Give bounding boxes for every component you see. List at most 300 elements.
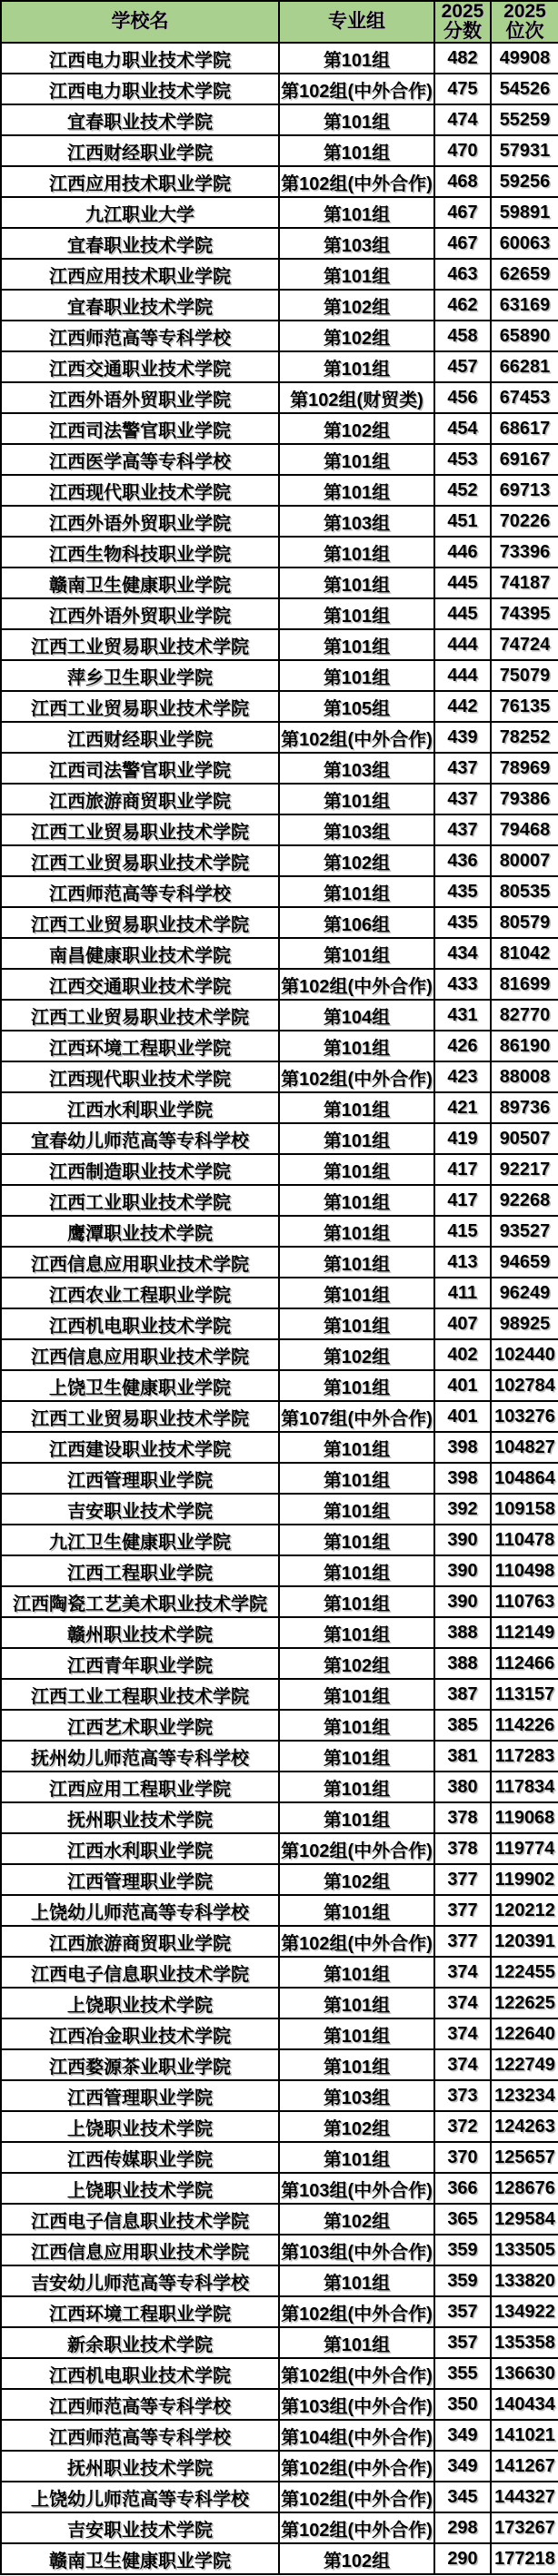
table-row xyxy=(1,2142,558,2173)
table-row xyxy=(1,2482,558,2512)
table-row xyxy=(1,444,558,475)
major-group-cell: 第102组(中外合作) xyxy=(279,166,434,197)
major-group-cell: 第101组 xyxy=(279,1494,434,1525)
score-2025-cell: 390 xyxy=(434,1555,491,1586)
major-group-cell: 第101组 xyxy=(279,351,434,382)
rank-2025-cell: 59891 xyxy=(491,197,558,228)
school-name-cell: 江西旅游商贸职业学院 xyxy=(1,784,279,814)
major-group-cell: 第102组(中外合作) xyxy=(279,969,434,1000)
score-2025-cell: 390 xyxy=(434,1586,491,1617)
school-name-cell: 江西司法警官职业学院 xyxy=(1,753,279,784)
major-group-cell: 第101组 xyxy=(279,475,434,506)
table-row xyxy=(1,2049,558,2080)
rank-2025-cell: 96249 xyxy=(491,1278,558,1308)
score-2025-cell: 475 xyxy=(434,74,491,104)
major-group-cell: 第102组(中外合作) xyxy=(279,722,434,753)
rank-2025-cell: 54526 xyxy=(491,74,558,104)
table-row xyxy=(1,2389,558,2420)
rank-2025-cell: 112149 xyxy=(491,1617,558,1648)
major-group-cell: 第104组(中外合作) xyxy=(279,2420,434,2451)
rank-2025-cell: 81699 xyxy=(491,969,558,1000)
score-2025-cell: 419 xyxy=(434,1123,491,1154)
rank-2025-cell: 73396 xyxy=(491,537,558,568)
rank-2025-cell: 66281 xyxy=(491,351,558,382)
rank-2025-cell: 122749 xyxy=(491,2049,558,2080)
rank-2025-cell: 133505 xyxy=(491,2235,558,2265)
school-name-cell: 江西工业职业技术学院 xyxy=(1,1185,279,1216)
score-2025-cell: 365 xyxy=(434,2204,491,2235)
score-2025-cell: 415 xyxy=(434,1216,491,1247)
school-name-cell: 江西信息应用职业技术学院 xyxy=(1,1247,279,1278)
rank-2025-cell: 76135 xyxy=(491,691,558,722)
score-2025-cell: 421 xyxy=(434,1092,491,1123)
table-row xyxy=(1,1123,558,1154)
score-2025-cell: 357 xyxy=(434,2327,491,2358)
table-row xyxy=(1,1555,558,1586)
score-2025-cell: 373 xyxy=(434,2080,491,2111)
rank-2025-cell: 136630 xyxy=(491,2358,558,2389)
score-2025-cell: 290 xyxy=(434,2543,491,2574)
major-group-cell: 第102组(中外合作) xyxy=(279,2358,434,2389)
rank-2025-cell: 122455 xyxy=(491,1957,558,1988)
score-2025-cell: 437 xyxy=(434,784,491,814)
major-group-cell: 第101组 xyxy=(279,197,434,228)
rank-2025-cell: 93527 xyxy=(491,1216,558,1247)
table-row xyxy=(1,598,558,629)
score-2025-cell: 374 xyxy=(434,2018,491,2049)
table-row xyxy=(1,1679,558,1710)
school-name-cell: 九江卫生健康职业学院 xyxy=(1,1525,279,1555)
table-row xyxy=(1,2451,558,2482)
table-row xyxy=(1,413,558,444)
school-name-cell: 江西师范高等专科学校 xyxy=(1,321,279,351)
school-name-cell: 江西财经职业学院 xyxy=(1,135,279,166)
rank-2025-cell: 89736 xyxy=(491,1092,558,1123)
school-name-cell: 江西传媒职业学院 xyxy=(1,2142,279,2173)
school-name-cell: 江西生物科技职业学院 xyxy=(1,537,279,568)
school-name-cell: 江西管理职业学院 xyxy=(1,1463,279,1494)
school-name-cell: 抚州职业技术学院 xyxy=(1,1802,279,1833)
school-name-cell: 上饶卫生健康职业学院 xyxy=(1,1370,279,1401)
table-row xyxy=(1,2296,558,2327)
school-name-cell: 抚州幼儿师范高等专科学校 xyxy=(1,1741,279,1772)
score-2025-cell: 413 xyxy=(434,1247,491,1278)
table-row xyxy=(1,259,558,290)
major-group-cell: 第102组(中外合作) xyxy=(279,1061,434,1092)
table-row xyxy=(1,814,558,845)
table-row xyxy=(1,1864,558,1895)
score-2025-cell: 411 xyxy=(434,1278,491,1308)
major-group-cell: 第101组 xyxy=(279,1308,434,1339)
school-name-cell: 江西电力职业技术学院 xyxy=(1,43,279,74)
rank-2025-cell: 135358 xyxy=(491,2327,558,2358)
rank-2025-cell: 140434 xyxy=(491,2389,558,2420)
table-row xyxy=(1,2080,558,2111)
table-row xyxy=(1,1000,558,1031)
school-name-cell: 江西工业贸易职业技术学院 xyxy=(1,1401,279,1432)
major-group-cell: 第101组 xyxy=(279,43,434,74)
major-group-cell: 第101组 xyxy=(279,660,434,691)
rank-2025-cell: 109158 xyxy=(491,1494,558,1525)
school-name-cell: 江西陶瓷工艺美术职业技术学院 xyxy=(1,1586,279,1617)
school-name-cell: 江西师范高等专科学校 xyxy=(1,2389,279,2420)
table-row xyxy=(1,2265,558,2296)
major-group-cell: 第101组 xyxy=(279,1525,434,1555)
table-row xyxy=(1,290,558,321)
table-row xyxy=(1,382,558,413)
rank-2025-cell: 133820 xyxy=(491,2265,558,2296)
table-row xyxy=(1,1895,558,1926)
major-group-cell: 第101组 xyxy=(279,1679,434,1710)
table-row xyxy=(1,1463,558,1494)
school-name-cell: 江西电力职业技术学院 xyxy=(1,74,279,104)
school-name-cell: 江西现代职业技术学院 xyxy=(1,1061,279,1092)
table-row xyxy=(1,1802,558,1833)
header-row xyxy=(1,1,558,43)
school-name-cell: 江西农业工程职业学院 xyxy=(1,1278,279,1308)
score-2025-cell: 454 xyxy=(434,413,491,444)
major-group-cell: 第101组 xyxy=(279,1432,434,1463)
table-header xyxy=(1,1,558,43)
score-2025-cell: 398 xyxy=(434,1432,491,1463)
major-group-cell: 第102组(中外合作) xyxy=(279,2512,434,2543)
major-group-cell: 第103组 xyxy=(279,814,434,845)
table-row xyxy=(1,1247,558,1278)
school-name-cell: 江西制造职业技术学院 xyxy=(1,1154,279,1185)
major-group-cell: 第101组 xyxy=(279,444,434,475)
rank-2025-cell: 80535 xyxy=(491,876,558,907)
major-group-cell: 第101组 xyxy=(279,1741,434,1772)
table-row xyxy=(1,475,558,506)
table-row xyxy=(1,1401,558,1432)
table-row xyxy=(1,1216,558,1247)
table-row xyxy=(1,1278,558,1308)
school-name-cell: 吉安幼儿师范高等专科学校 xyxy=(1,2265,279,2296)
school-name-cell: 江西交通职业技术学院 xyxy=(1,969,279,1000)
rank-2025-cell: 141021 xyxy=(491,2420,558,2451)
score-2025-cell: 374 xyxy=(434,2049,491,2080)
school-name-cell: 江西环境工程职业学院 xyxy=(1,1031,279,1061)
score-2025-cell: 392 xyxy=(434,1494,491,1525)
score-2025-cell: 451 xyxy=(434,506,491,537)
rank-2025-cell: 104827 xyxy=(491,1432,558,1463)
score-2025-cell: 357 xyxy=(434,2296,491,2327)
score-2025-cell: 350 xyxy=(434,2389,491,2420)
table-row xyxy=(1,228,558,259)
rank-2025-cell: 70226 xyxy=(491,506,558,537)
score-2025-cell: 467 xyxy=(434,197,491,228)
rank-2025-cell: 112466 xyxy=(491,1648,558,1679)
major-group-cell: 第101组 xyxy=(279,1370,434,1401)
school-name-cell: 上饶职业技术学院 xyxy=(1,2111,279,2142)
major-group-cell: 第101组 xyxy=(279,1278,434,1308)
score-2025-cell: 452 xyxy=(434,475,491,506)
table-row xyxy=(1,321,558,351)
rank-2025-cell: 74724 xyxy=(491,629,558,660)
major-group-cell: 第101组 xyxy=(279,1154,434,1185)
school-name-cell: 江西外语外贸职业学院 xyxy=(1,382,279,413)
rank-2025-cell: 114226 xyxy=(491,1710,558,1741)
major-group-cell: 第103组 xyxy=(279,506,434,537)
header-school-name: 学校名 xyxy=(1,1,279,43)
school-name-cell: 江西建设职业技术学院 xyxy=(1,1432,279,1463)
rank-2025-cell: 173267 xyxy=(491,2512,558,2543)
score-2025-cell: 474 xyxy=(434,104,491,135)
score-2025-cell: 380 xyxy=(434,1772,491,1802)
table-row xyxy=(1,969,558,1000)
score-2025-cell: 457 xyxy=(434,351,491,382)
school-name-cell: 江西工业贸易职业技术学院 xyxy=(1,814,279,845)
major-group-cell: 第102组 xyxy=(279,1648,434,1679)
table-row xyxy=(1,845,558,876)
school-name-cell: 江西司法警官职业学院 xyxy=(1,413,279,444)
major-group-cell: 第102组(中外合作) xyxy=(279,74,434,104)
school-name-cell: 萍乡卫生职业学院 xyxy=(1,660,279,691)
rank-2025-cell: 81042 xyxy=(491,938,558,969)
school-name-cell: 江西医学高等专科学校 xyxy=(1,444,279,475)
score-2025-cell: 378 xyxy=(434,1833,491,1864)
major-group-cell: 第101组 xyxy=(279,1802,434,1833)
table-row xyxy=(1,506,558,537)
rank-2025-cell: 78252 xyxy=(491,722,558,753)
school-name-cell: 赣南卫生健康职业学院 xyxy=(1,568,279,598)
table-row xyxy=(1,691,558,722)
school-name-cell: 宜春职业技术学院 xyxy=(1,290,279,321)
score-2025-cell: 355 xyxy=(434,2358,491,2389)
major-group-cell: 第101组 xyxy=(279,135,434,166)
major-group-cell: 第102组(中外合作) xyxy=(279,2451,434,2482)
school-name-cell: 江西工业贸易职业技术学院 xyxy=(1,629,279,660)
score-2025-cell: 434 xyxy=(434,938,491,969)
score-2025-cell: 377 xyxy=(434,1895,491,1926)
major-group-cell: 第101组 xyxy=(279,1957,434,1988)
school-name-cell: 江西工程职业学院 xyxy=(1,1555,279,1586)
school-name-cell: 江西工业贸易职业技术学院 xyxy=(1,1000,279,1031)
major-group-cell: 第101组 xyxy=(279,1463,434,1494)
score-2025-cell: 388 xyxy=(434,1648,491,1679)
table-row xyxy=(1,2173,558,2204)
score-2025-cell: 398 xyxy=(434,1463,491,1494)
major-group-cell: 第101组 xyxy=(279,104,434,135)
rank-2025-cell: 57931 xyxy=(491,135,558,166)
school-name-cell: 江西管理职业学院 xyxy=(1,1864,279,1895)
school-name-cell: 江西工业贸易职业技术学院 xyxy=(1,845,279,876)
major-group-cell: 第105组 xyxy=(279,691,434,722)
rank-2025-cell: 65890 xyxy=(491,321,558,351)
score-2025-cell: 468 xyxy=(434,166,491,197)
score-2025-cell: 402 xyxy=(434,1339,491,1370)
school-name-cell: 江西信息应用职业技术学院 xyxy=(1,2235,279,2265)
school-name-cell: 江西电子信息职业技术学院 xyxy=(1,2204,279,2235)
major-group-cell: 第101组 xyxy=(279,598,434,629)
table-row xyxy=(1,351,558,382)
rank-2025-cell: 62659 xyxy=(491,259,558,290)
table-row xyxy=(1,2420,558,2451)
score-2025-cell: 407 xyxy=(434,1308,491,1339)
table-row xyxy=(1,1154,558,1185)
rank-2025-cell: 110498 xyxy=(491,1555,558,1586)
table-row xyxy=(1,1988,558,2018)
score-2025-cell: 435 xyxy=(434,876,491,907)
school-name-cell: 江西师范高等专科学校 xyxy=(1,876,279,907)
table-row xyxy=(1,166,558,197)
table-row xyxy=(1,104,558,135)
score-2025-cell: 470 xyxy=(434,135,491,166)
school-name-cell: 吉安职业技术学院 xyxy=(1,2512,279,2543)
major-group-cell: 第101组 xyxy=(279,1988,434,2018)
rank-2025-cell: 141267 xyxy=(491,2451,558,2482)
school-name-cell: 赣州职业技术学院 xyxy=(1,1617,279,1648)
rank-2025-cell: 49908 xyxy=(491,43,558,74)
major-group-cell: 第102组 xyxy=(279,845,434,876)
major-group-cell: 第101组 xyxy=(279,1092,434,1123)
score-2025-cell: 439 xyxy=(434,722,491,753)
table-row xyxy=(1,1586,558,1617)
table-row xyxy=(1,2358,558,2389)
score-2025-cell: 359 xyxy=(434,2235,491,2265)
score-2025-cell: 366 xyxy=(434,2173,491,2204)
table-row xyxy=(1,1926,558,1957)
score-2025-cell: 401 xyxy=(434,1401,491,1432)
score-2025-cell: 374 xyxy=(434,1957,491,1988)
school-name-cell: 江西水利职业学院 xyxy=(1,1092,279,1123)
major-group-cell: 第103组(中外合作) xyxy=(279,2389,434,2420)
score-2025-cell: 444 xyxy=(434,660,491,691)
score-2025-cell: 444 xyxy=(434,629,491,660)
score-2025-cell: 374 xyxy=(434,1988,491,2018)
header-score-2025 xyxy=(434,1,491,43)
rank-2025-cell: 88008 xyxy=(491,1061,558,1092)
major-group-cell: 第102组 xyxy=(279,290,434,321)
school-name-cell: 江西旅游商贸职业学院 xyxy=(1,1926,279,1957)
table-row xyxy=(1,1061,558,1092)
major-group-cell: 第102组(中外合作) xyxy=(279,2482,434,2512)
school-name-cell: 宜春职业技术学院 xyxy=(1,104,279,135)
rank-2025-cell: 144327 xyxy=(491,2482,558,2512)
school-name-cell: 宜春职业技术学院 xyxy=(1,228,279,259)
score-2025-cell: 401 xyxy=(434,1370,491,1401)
rank-2025-cell: 119902 xyxy=(491,1864,558,1895)
major-group-cell: 第101组 xyxy=(279,568,434,598)
school-name-cell: 江西冶金职业技术学院 xyxy=(1,2018,279,2049)
rank-2025-cell: 134922 xyxy=(491,2296,558,2327)
score-2025-cell: 377 xyxy=(434,1864,491,1895)
school-name-cell: 江西电子信息职业技术学院 xyxy=(1,1957,279,1988)
score-2025-cell: 482 xyxy=(434,43,491,74)
score-2025-cell: 349 xyxy=(434,2451,491,2482)
score-2025-cell: 370 xyxy=(434,2142,491,2173)
major-group-cell: 第101组 xyxy=(279,2018,434,2049)
school-name-cell: 江西婺源茶业职业学院 xyxy=(1,2049,279,2080)
major-group-cell: 第101组 xyxy=(279,2327,434,2358)
score-2025-cell: 385 xyxy=(434,1710,491,1741)
score-2025-cell: 431 xyxy=(434,1000,491,1031)
school-name-cell: 江西水利职业学院 xyxy=(1,1833,279,1864)
major-group-cell: 第101组 xyxy=(279,1772,434,1802)
major-group-cell: 第102组 xyxy=(279,2204,434,2235)
table-row xyxy=(1,938,558,969)
major-group-cell: 第101组 xyxy=(279,1586,434,1617)
table-row xyxy=(1,1031,558,1061)
major-group-cell: 第103组(中外合作) xyxy=(279,2235,434,2265)
major-group-cell: 第102组 xyxy=(279,2543,434,2574)
rank-2025-cell: 86190 xyxy=(491,1031,558,1061)
rank-2025-cell: 67453 xyxy=(491,382,558,413)
rank-2025-cell: 92268 xyxy=(491,1185,558,1216)
school-name-cell: 江西机电职业技术学院 xyxy=(1,2358,279,2389)
rank-2025-cell: 78969 xyxy=(491,753,558,784)
score-2025-cell: 445 xyxy=(434,568,491,598)
rank-2025-cell: 90507 xyxy=(491,1123,558,1154)
rank-2025-cell: 117283 xyxy=(491,1741,558,1772)
major-group-cell: 第103组 xyxy=(279,753,434,784)
school-name-cell: 上饶职业技术学院 xyxy=(1,1988,279,2018)
score-2025-cell: 377 xyxy=(434,1926,491,1957)
rank-2025-cell: 60063 xyxy=(491,228,558,259)
table-row xyxy=(1,1308,558,1339)
rank-2025-cell: 94659 xyxy=(491,1247,558,1278)
table-row xyxy=(1,2512,558,2543)
table-row xyxy=(1,1494,558,1525)
table-row xyxy=(1,1741,558,1772)
table-row xyxy=(1,1710,558,1741)
school-name-cell: 南昌健康职业技术学院 xyxy=(1,938,279,969)
major-group-cell: 第102组(中外合作) xyxy=(279,1926,434,1957)
table-row xyxy=(1,1772,558,1802)
major-group-cell: 第102组 xyxy=(279,413,434,444)
score-2025-cell: 426 xyxy=(434,1031,491,1061)
major-group-cell: 第101组 xyxy=(279,537,434,568)
major-group-cell: 第101组 xyxy=(279,2265,434,2296)
table-row xyxy=(1,1648,558,1679)
table-row xyxy=(1,722,558,753)
table-row xyxy=(1,1370,558,1401)
score-2025-cell: 462 xyxy=(434,290,491,321)
table-row xyxy=(1,1617,558,1648)
score-2025-cell: 417 xyxy=(434,1185,491,1216)
score-2025-cell: 463 xyxy=(434,259,491,290)
table-row xyxy=(1,43,558,74)
table-row xyxy=(1,2543,558,2574)
major-group-cell: 第101组 xyxy=(279,1895,434,1926)
rank-2025-cell: 119068 xyxy=(491,1802,558,1833)
table-row xyxy=(1,2327,558,2358)
major-group-cell: 第103组 xyxy=(279,2080,434,2111)
score-2025-cell: 436 xyxy=(434,845,491,876)
score-2025-cell: 433 xyxy=(434,969,491,1000)
school-name-cell: 江西环境工程职业学院 xyxy=(1,2296,279,2327)
major-group-cell: 第101组 xyxy=(279,1216,434,1247)
score-2025-cell: 390 xyxy=(434,1525,491,1555)
major-group-cell: 第101组 xyxy=(279,2142,434,2173)
school-name-cell: 九江职业大学 xyxy=(1,197,279,228)
score-2025-cell: 467 xyxy=(434,228,491,259)
score-2025-cell: 458 xyxy=(434,321,491,351)
rank-2025-cell: 92217 xyxy=(491,1154,558,1185)
table-row xyxy=(1,753,558,784)
major-group-cell: 第101组 xyxy=(279,938,434,969)
rank-2025-cell: 63169 xyxy=(491,290,558,321)
major-group-cell: 第101组 xyxy=(279,1617,434,1648)
school-name-cell: 江西工业贸易职业技术学院 xyxy=(1,907,279,938)
rank-2025-cell: 102784 xyxy=(491,1370,558,1401)
score-2025-cell: 388 xyxy=(434,1617,491,1648)
major-group-cell: 第101组 xyxy=(279,2049,434,2080)
rank-2025-cell: 113157 xyxy=(491,1679,558,1710)
table-row xyxy=(1,2235,558,2265)
school-name-cell: 上饶职业技术学院 xyxy=(1,2173,279,2204)
school-name-cell: 江西艺术职业学院 xyxy=(1,1710,279,1741)
